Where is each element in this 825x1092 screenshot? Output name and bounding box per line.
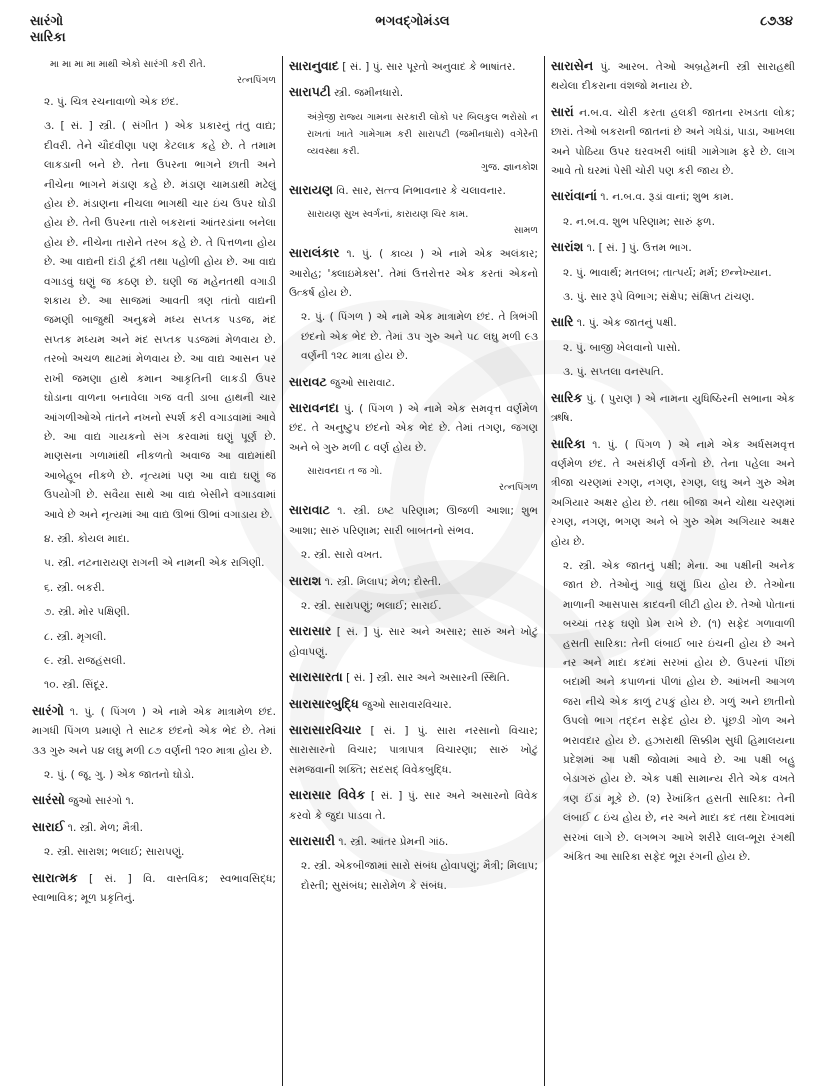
dictionary-entry <box>32 701 276 761</box>
definition-sense: ૯. સ્ત્રી. રાજહંસલી. <box>44 654 126 667</box>
page-number: ૮૭૩૪ <box>760 14 793 29</box>
page-header <box>0 0 825 50</box>
definition-sense: ૩. [ સં. ] સ્ત્રી. ( સંગીત ) એક પ્રકારનું તંતુ વાદ્ય; દીવરી. તેને ચૌદવીણા પણ કેટલાક કહે છે. તે તમામ લાકડાની બને છે. તેના ઉપરના ભાગને છાતી અને નીચેના ભાગને મંડાણ કહે છે. મંડાણ ચામડાથી મઢેલું હોય છે. મંડાણના નીચલા ભાગથી ચાર ઇંચ ઉપર ઘોડી હોય છે. તેની ઉપરના તારો બકરાનાં આંતરડાંના બનેલા હોય છે. નીચેના તારોને તરબ કહે છે. તે પિત્તળના હોય છે. આ વાદ્યની દાંડી ટૂંકી તથા પહોળી હોય છે. આ વાદ્ય વગાડવું ઘણું જ કઠણ છે. ઘણી જ મહેનતથી વગાડી શકાય છે. આ સાજમાં આવતી ત્રણ તાંતો વાદ્યની જમણી બાજુથી અનુક્રમે મધ્ય સપ્તક પડજ, મંદ સપ્તક મધ્યમ અને મંદ સપ્તક પડજમાં મેળવાય છે. તરબો અચળ થાટમાં મેળવાય છે. આ વાદ્ય આસન પર રાખી જમણા હાથે કમાન આકૃતિની લાકડી ઉપર ઘોડાના વાળના બનાવેલા ગજ વતી ડાબા હાથની ચાર આંગળીઓએ તાંતને નખનો સ્પર્શ કરી વગાડવામાં આવે છે. આ વાદ્ય ગાયકનો સંગ કરવામાં ઘણું પૂર્ણ છે. માણસના ગળામાંથી નીકળતો અવાજ આ વાદ્યમાંથી આબેહૂબ નીકળે છે. નૃત્યમાં પણ આ વાદ્ય ઘણું જ ઉપયોગી છે. સવૈયા સાથે આ વાદ્ય બેસીને વગાડવામાં આવે છે અને નૃત્યમાં આ વાદ્ય ઊભાં ઊભાં વગાડાય છે. <box>44 120 276 521</box>
definition: [ સં. ] પું. સાર અને અસારનો વિવેક કરવો કે જુદા પાડવા તે. <box>289 790 538 822</box>
definition-sense: ૩. પું. સપ્તલા વનસ્પતિ. <box>563 366 664 379</box>
headword: સારાઈ <box>32 818 65 834</box>
definition-sense: ૨. સ્ત્રી. સારાપણું; ભલાઈ; સારાઈ. <box>301 599 442 612</box>
dictionary-entry <box>289 500 538 541</box>
headword: સારાંવાનાં <box>551 188 597 204</box>
definition: જુઓ સારાવાટ. <box>330 376 395 389</box>
definition: ૧. સ્ત્રી. મેળ; મૈત્રી. <box>67 821 143 834</box>
dictionary-entry <box>551 388 795 429</box>
citation-source: સામળ <box>513 225 538 237</box>
definition-sense: ૨. સ્ત્રી. એકબીજામાં સારો સંબંધ હોવાપણું; મૈત્રી; મિલાપ; દોસ્તી; સુસંબંધ; સારોમેળ કે સંબંધ. <box>301 860 538 892</box>
citation-source: રત્નપિંગળ <box>499 482 538 494</box>
definition: [ સં. ] પું. સાર પૂરતો અનુવાદ કે ભાષાંતર. <box>342 61 516 73</box>
column-right <box>544 56 801 1086</box>
definition: ૧. સ્ત્રી. આંતર પ્રેમની ગાંઠ. <box>338 835 449 848</box>
headword: સારાસારવિચાર <box>289 721 362 737</box>
citation-quote: સારાવનદા ત જ ગો. <box>307 466 383 478</box>
definition-sense: ૨. સ્ત્રી. એક જાતનું પક્ષી; મેના. આ પક્ષીની અનેક જાત છે. તેઓનું ગાવું ઘણું પ્રિય હોય છે. તેઓના માળાની આસપાસ કાદવની લીટી હોય છે. તેઓ પોતાનાં બચ્ચાં તરફ ઘણો પ્રેમ રાખે છે. (૧) સફેદ ગળાવાળી હસતી સારિકા: તેની લંબાઈ બાર ઇંચની હોય છે અને નર અને માદા કદમાં સરખાં હોય છે. ઉપરનાં પીંછાં બદામી અને કપાળનાં પીળાં હોય છે. આંખની આગળ જરા નીચે એક કાળું ટપકું હોય છે. ગળું અને છાતીનો ઉપલો ભાગ તદ્દન સફેદ હોય છે. પૂંછડી ગોળ અને ભરાવદાર હોય છે. હઝારાથી સિક્કીમ સુધી હિમાલયના પ્રદેશમાં આ પક્ષી જોવામાં આવે છે. આ પક્ષી બહુ બેડાગરું હોય છે. એક પક્ષી સામાન્ય રીતે એક વખતે ત્રણ ઈંડાં મૂકે છે. (૨) રેખાંકિત હસતી સારિકા: તેની લંબાઈ ૮ ઇંચ હોય છે, નર અને માદા કદ તથા દેખાવમાં સરખાં લાગે છે. લગભગ આખે શરીરે લાલ-ભૂરા રંગથી અંકિત આ સારિકા સફેદ ભૂરા રંગની હોય છે. <box>563 559 795 864</box>
dictionary-entry <box>289 243 538 303</box>
dictionary-entry <box>289 571 538 592</box>
headword: સારાત્મક <box>32 869 78 885</box>
headword: સારાપટી <box>289 84 331 100</box>
headword: સારાયણ <box>289 181 333 197</box>
headword: સારાસારી <box>289 832 335 848</box>
dictionary-entry <box>289 720 538 780</box>
dictionary-entry <box>551 434 795 552</box>
headword: સારાલંકાર <box>289 245 340 261</box>
dictionary-entry <box>551 56 795 97</box>
definition-sense: ૨. પું. ( પિંગળ ) એ નામે એક માત્રામેળ છંદ. તે ત્રિભંગી છંદનો એક ભેદ છે. તેમાં ૩૫ ગુરુ અને ૫૮ લઘુ મળી ૯૩ વર્ણની ૧૨૮ માત્રા હોય છે. <box>301 311 538 363</box>
definition-sense: ૨. ન.બ.વ. શુભ પરિણામ; સારું ફળ. <box>563 215 715 228</box>
definition: [ સં. ] પું. સાર અને અસાર; સારું અને ખોટું હોવાપણું. <box>289 626 538 658</box>
definition: જુઓ સારાવારવિચાર. <box>362 698 452 711</box>
definition-sense: ૮. સ્ત્રી. મૃગલી. <box>44 630 107 643</box>
definition: ૧. ન.બ.વ. રૂડાં વાનાં; શુભ કામ. <box>600 191 734 204</box>
definition-sense: ૨. સ્ત્રી. સારો વખત. <box>301 549 383 562</box>
dictionary-entry <box>551 102 795 182</box>
definition: ૧. પું. ( પિંગળ ) એ નામે એક માત્રામેળ છંદ. માગધી પિંગળ પ્રમાણે તે સાટક છંદનો એક ભેદ છે. તેમાં ૩૩ ગુરુ અને ૫૪ લઘુ મળી ૮૭ વર્ણની ૧૨૦ માત્રા હોય છે. <box>32 705 276 757</box>
dictionary-entry <box>289 621 538 662</box>
headword: સારાશ <box>289 572 322 588</box>
headword: સારંસો <box>32 792 65 808</box>
definition: પું. ( પિંગળ ) એ નામે એક સમવૃત્ત વર્ણમેળ છંદ. તે અનુષ્ટુપ છંદનો એક ભેદ છે. તેમાં તગણ, જગણ અને બે ગુરુ મળી ૮ વર્ણ હોય છે. <box>289 403 538 454</box>
definition: ૧. પું. ( પિંગળ ) એ નામે એક અર્ધસમવૃત્ત વર્ણમેળ છંદ. તે અસંકીર્ણ વર્ગનો છે. તેના પહેલા અને ત્રીજા ચરણમાં રગણ, નગણ, રગણ, લઘુ અને ગુરુ એમ અગિયાર અક્ષર હોય છે. તથા બીજા અને ચોથા ચરણમાં રગણ, નગણ, ભગણ અને બે ગુરુ એમ અગિયાર અક્ષર હોય છે. <box>551 438 796 548</box>
headword: સારાવનદા <box>289 400 339 416</box>
dictionary-entry <box>32 868 276 909</box>
definition-sense: ૨. પું. ( જૂ. ગુ. ) એક જાતનો ઘોડો. <box>44 769 195 781</box>
headword: સારાસારતા <box>289 669 343 685</box>
definition: વિ. સાર, સત્ત્વ નિભાવનાર કે ચલાવનાર. <box>336 184 506 197</box>
definition-sense: ૨. પું. ચિત્ર રચનાવાળો એક છંદ. <box>44 96 179 108</box>
definition: પું. આરબ. તેઓ અબ્રહેમની સ્ત્રી સારાહથી થયેલા દીકરાના વંશજો મનાય છે. <box>551 61 796 93</box>
definition: ૧. પું. એક જાતનું પક્ષી. <box>576 317 677 330</box>
definition-sense: ૨. પું. બાજી ખેલવાનો પાસો. <box>563 341 681 354</box>
definition-sense: ૪. સ્ત્રી. કોયલ માદા. <box>44 532 130 545</box>
dictionary-columns <box>26 56 801 1086</box>
headword: સારાંશ <box>551 239 584 255</box>
definition: સ્ત્રી. જમીનધારો. <box>334 87 404 100</box>
definition: [ સં. ] પું. સારા નરસાનો વિચાર; સારાસારનો વિચાર; પાત્રાપાત્ર વિચારણા; સારું ખોટું સમજવાની શક્તિ; સદસદ્ વિવેકબુદ્ધિ. <box>289 724 539 776</box>
definition-sense: ૩. પું. સાર રૂપે વિભાગ; સંક્ષેપ; સંક્ષિપ્ત ટાંચણ. <box>563 291 755 304</box>
definition-sense: ૧૦. સ્ત્રી. સિંદૂર. <box>44 679 109 692</box>
definition-sense: ૨. સ્ત્રી. સારાશ; ભલાઈ; સારાપણું. <box>44 846 185 859</box>
definition: ન.બ.વ. ચોરી કરતા હલકી જાતના રખડતા લોક; છારાં. તેઓ બકરાની જાતનાં છે અને ગધેડાં, પાડા, આખલા અને પોઠિયા ઉપર ઘરવખરી બાંધી ગામેગામ ફરે છે. લાગ આવે તો ઘરમાં પેસી ચોરી પણ કરી જાય છે. <box>551 106 795 178</box>
definition-sense: ૫. સ્ત્રી. નટનારાયણ રાગની એ નામની એક રાગિણી. <box>44 557 265 570</box>
citation-quote: મા મા મા મા માથી એકો સારંગી કરી રીતે. <box>50 59 206 70</box>
citation-source: ગુજ. જ્ઞાનકોશ <box>480 161 538 173</box>
definition-sense: ૨. પું. ભાવાર્થ; મતલબ; તાત્પર્ય; મર્મ; છન્નેખ્યાન. <box>563 266 772 279</box>
citation-quote: સારાયણ સુખ સ્વર્ગનાં, કારાયણ ચિર કામ. <box>307 209 469 221</box>
headword: સારિકા <box>551 435 586 451</box>
headword: સારાવાટ <box>289 502 330 518</box>
dictionary-entry <box>289 180 538 201</box>
headword: સારાસાર <box>289 623 332 639</box>
definition: પું. ( પુરાણ ) એ નામના યુધિષ્ઠિરની સભાના એક ઋષિ. <box>551 392 795 425</box>
book-title: ભગવદ્ગોમંડલ <box>375 14 450 29</box>
definition: ૧. સ્ત્રી. મિલાપ; મેળ; દોસ્તી. <box>324 575 442 588</box>
dictionary-entry <box>551 237 795 258</box>
dictionary-entry <box>289 831 538 852</box>
column-middle <box>282 56 544 1086</box>
column-left <box>26 56 282 1086</box>
guide-word-first: સારંગો <box>30 14 64 29</box>
headword: સારિક <box>551 389 583 405</box>
definition: ૧. [ સં. ] પું. ઉત્તમ ભાગ. <box>586 242 692 255</box>
headword: સારાનુવાદ <box>289 58 339 73</box>
headword: સારાસાર વિવેક <box>289 787 366 803</box>
dictionary-entry <box>551 186 795 207</box>
dictionary-entry <box>289 82 538 103</box>
guide-word-last: સારિકા <box>30 30 66 45</box>
headword: સારાસેન <box>551 58 594 73</box>
definition: જુઓ સારંગો ૧. <box>68 795 135 808</box>
headword: સારિ <box>551 314 574 330</box>
headword: સારંગો <box>32 702 64 718</box>
headword: સારાવટ <box>289 373 327 389</box>
dictionary-entry <box>289 372 538 393</box>
definition: [ સં. ] વિ. વાસ્તવિક; સ્વભાવસિદ્ધ; સ્વાભાવિક; મૂળ પ્રકૃતિનું. <box>32 872 276 905</box>
dictionary-entry <box>289 785 538 826</box>
dictionary-entry <box>551 312 795 333</box>
citation-source: રત્નપિંગળ <box>237 75 276 86</box>
dictionary-entry <box>289 667 538 688</box>
definition-sense: ૭. સ્ત્રી. મોર પક્ષિણી. <box>44 606 130 619</box>
citation-quote: અંગ્રેજી રાજ્ય ગામના સરકારી લોકો પર બિલકુલ ભરોસો ન રાખતાં ખાતે ગામેગામ કરી સારાપટી (જમીનધારો) વગેરેની વ્યવસ્થા કરી. <box>307 111 538 157</box>
definition: ૧. પું. ( કાવ્ય ) એ નામે એક અલંકાર; આરોહ; 'ક્લાઇમેક્સ'. તેમાં ઉત્તરોત્તર એક કરતાં એકનો ઉત્કર્ષ હોય છે. <box>289 248 538 300</box>
definition: ૧. સ્ત્રી. ઇષ્ટ પરિણામ; ઊજળી આશા; શુભ આશા; સારું પરિણામ; સારી બાબતનો સંભવ. <box>289 505 538 537</box>
dictionary-entry <box>32 790 276 811</box>
dictionary-entry <box>32 817 276 838</box>
headword: સારાં <box>551 103 574 119</box>
dictionary-entry <box>289 56 538 77</box>
definition-sense: ૬. સ્ત્રી. બકરી. <box>44 581 105 594</box>
headword: સારાસારબુદ્ધિ <box>289 695 359 711</box>
dictionary-entry <box>289 398 538 458</box>
definition: [ સં. ] સ્ત્રી. સાર અને અસારની સ્થિતિ. <box>346 672 510 685</box>
dictionary-entry <box>289 694 538 715</box>
